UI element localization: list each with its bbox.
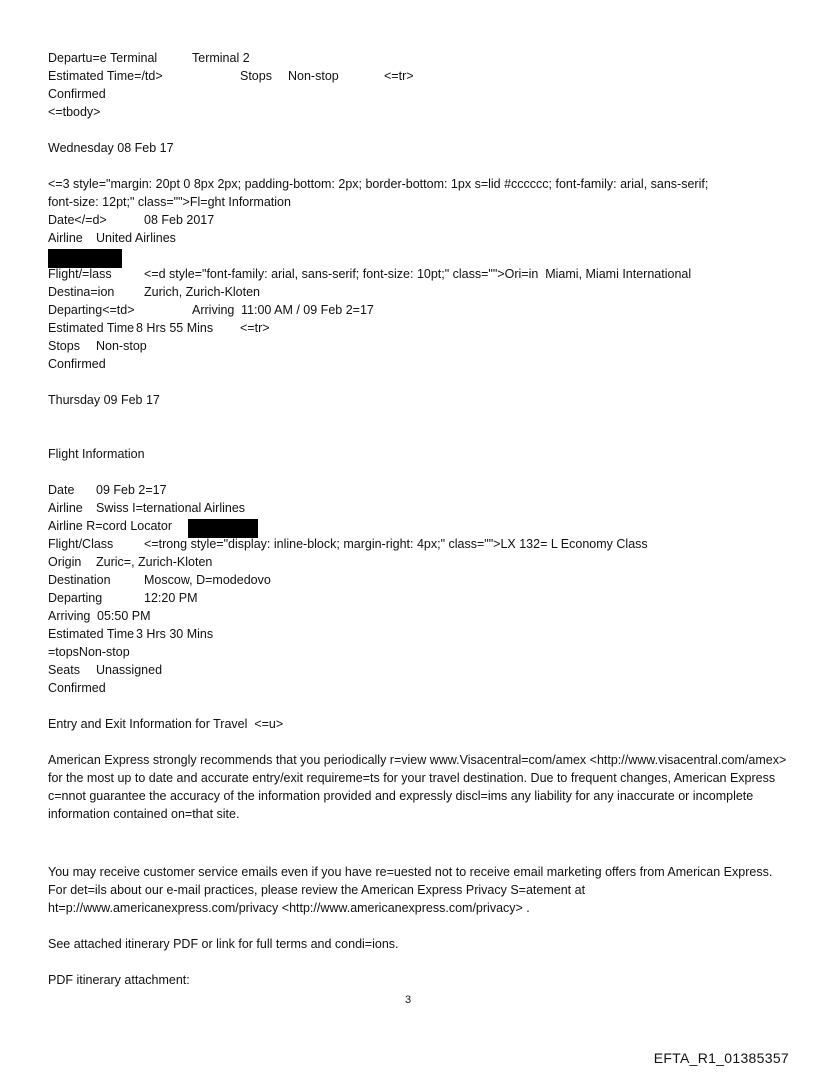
- record-locator-label: Airline R=cord Locator: [48, 519, 173, 533]
- stops-label: Stops: [240, 69, 272, 83]
- origin-label: Origin: [48, 555, 82, 569]
- flight-class-value: <=d style="font-family: arial, sans-serif; font-size: 10pt;" class="">Ori=in Miami, Miami International: [144, 267, 692, 281]
- departure-terminal-row: [48, 49, 788, 67]
- airline-label: Airline: [48, 231, 83, 245]
- customer-service-paragraph: You may receive customer service emails even if you have re=uested not to receive email marketing offers from American Express. For det=ils about our e-mail practices, please review the American Express Privacy S=atement at ht=p://www.americanexpress.com/privacy <http://www.americanexpress.com/privacy> .: [48, 865, 773, 915]
- confirmed-text: Confirmed: [48, 681, 106, 695]
- seats-label: Seats: [48, 663, 80, 677]
- arriving-row: [48, 607, 788, 625]
- h3-style-text-line1: <=3 style="margin: 20pt 0 8px 2px; padding-bottom: 2px; border-bottom: 1px s=lid #cccccc; font-family: arial, sans-serif;: [48, 177, 709, 191]
- stops-row: [48, 337, 788, 355]
- flight-class-label: Flight/=lass: [48, 267, 112, 281]
- airline-row: [48, 229, 788, 247]
- arriving-label: Arriving: [48, 609, 91, 623]
- date-heading-wednesday: Wednesday 08 Feb 17: [48, 141, 174, 155]
- date-label: Date: [48, 483, 75, 497]
- flight-class-value: <=trong style="display: inline-block; margin-right: 4px;" class="">LX 132= L Economy Class: [144, 537, 648, 551]
- stops-value: Non-stop: [96, 339, 147, 353]
- estimated-time-row: [48, 67, 788, 85]
- destination-row: [48, 283, 788, 301]
- estimated-time-value: 3 Hrs 30 Mins: [136, 627, 214, 641]
- document-body: [48, 49, 788, 989]
- confirmed-text: Confirmed: [48, 357, 106, 371]
- departing-value: 12:20 PM: [144, 591, 198, 605]
- page-number: 3: [404, 994, 412, 1006]
- tr-tag-text: <=tr>: [384, 69, 414, 83]
- terms-line: See attached itinerary PDF or link for full terms and condi=ions.: [48, 937, 399, 951]
- amex-recommendation-paragraph: American Express strongly recommends that you periodically r=view www.Visacentral=com/amex <http://www.visacentral.com/amex> for the most up to date and accurate entry/exit requireme=ts for your travel destination. Due to frequent changes, American Express c=nnot guarantee the accuracy of the information provided and expressly discl=ims any liability for any inaccurate or incomplete information contained on=that site.: [48, 753, 787, 821]
- date-label: Date</=d>: [48, 213, 107, 227]
- estimated-time-row-2: [48, 319, 788, 337]
- redacted-row: [48, 247, 788, 265]
- estimated-time-label: Estimated Time: [48, 627, 135, 641]
- seats-value: Unassigned: [96, 663, 163, 677]
- airline-value: United Airlines: [96, 231, 176, 245]
- airline-value: Swiss I=ternational Airlines: [96, 501, 246, 515]
- airline-label: Airline: [48, 501, 83, 515]
- record-locator-row: [48, 517, 788, 535]
- document-id: EFTA_R1_01385357: [653, 1050, 789, 1066]
- confirmed-text: Confirmed: [48, 87, 106, 101]
- entry-exit-heading: Entry and Exit Information for Travel <=u>: [48, 717, 284, 731]
- tr-tag-text: <=tr>: [240, 321, 270, 335]
- departure-terminal-value: Terminal 2: [192, 51, 250, 65]
- flight-class-row: [48, 265, 788, 283]
- airline-row-2: [48, 499, 788, 517]
- date-heading-thursday: Thursday 09 Feb 17: [48, 393, 160, 407]
- estimated-time-label: Estimated Time=/td>: [48, 69, 163, 83]
- arriving-value: 05:50 PM: [97, 609, 151, 623]
- estimated-time-label: Estimated Time: [48, 321, 135, 335]
- flight-class-label: Flight/Class: [48, 537, 114, 551]
- stops-row-2: =topsNon-stop: [48, 645, 130, 659]
- destination-label: Destination: [48, 573, 111, 587]
- departure-terminal-label: Departu=e Terminal: [48, 51, 158, 65]
- tbody-tag-text: <=tbody>: [48, 105, 101, 119]
- h3-style-text-line2: font-size: 12pt;" class="">Fl=ght Information: [48, 195, 291, 209]
- seats-row: [48, 661, 788, 679]
- departing-row: [48, 589, 788, 607]
- date-value: 08 Feb 2017: [144, 213, 215, 227]
- estimated-time-row-3: [48, 625, 788, 643]
- date-row-2: [48, 481, 788, 499]
- destination-value: Zurich, Zurich-Kloten: [144, 285, 261, 299]
- destination-value: Moscow, D=modedovo: [144, 573, 271, 587]
- flight-class-row-2: [48, 535, 788, 553]
- pdf-attachment-line: PDF itinerary attachment:: [48, 973, 190, 987]
- departing-arriving-row: [48, 301, 788, 319]
- stops-value: Non-stop: [288, 69, 339, 83]
- date-value: 09 Feb 2=17: [96, 483, 167, 497]
- destination-row-2: [48, 571, 788, 589]
- date-row: [48, 211, 788, 229]
- flight-information-heading: Flight Information: [48, 447, 145, 461]
- departing-label: Departing: [48, 591, 103, 605]
- arriving-label: Arriving: [192, 303, 235, 317]
- stops-label: Stops: [48, 339, 80, 353]
- destination-label: Destina=ion: [48, 285, 115, 299]
- estimated-time-value: 8 Hrs 55 Mins: [136, 321, 214, 335]
- origin-row: [48, 553, 788, 571]
- departing-label: Departing<=td>: [48, 303, 135, 317]
- arriving-value: 11:00 AM / 09 Feb 2=17: [241, 303, 374, 317]
- origin-value: Zuric=, Zurich-Kloten: [96, 555, 213, 569]
